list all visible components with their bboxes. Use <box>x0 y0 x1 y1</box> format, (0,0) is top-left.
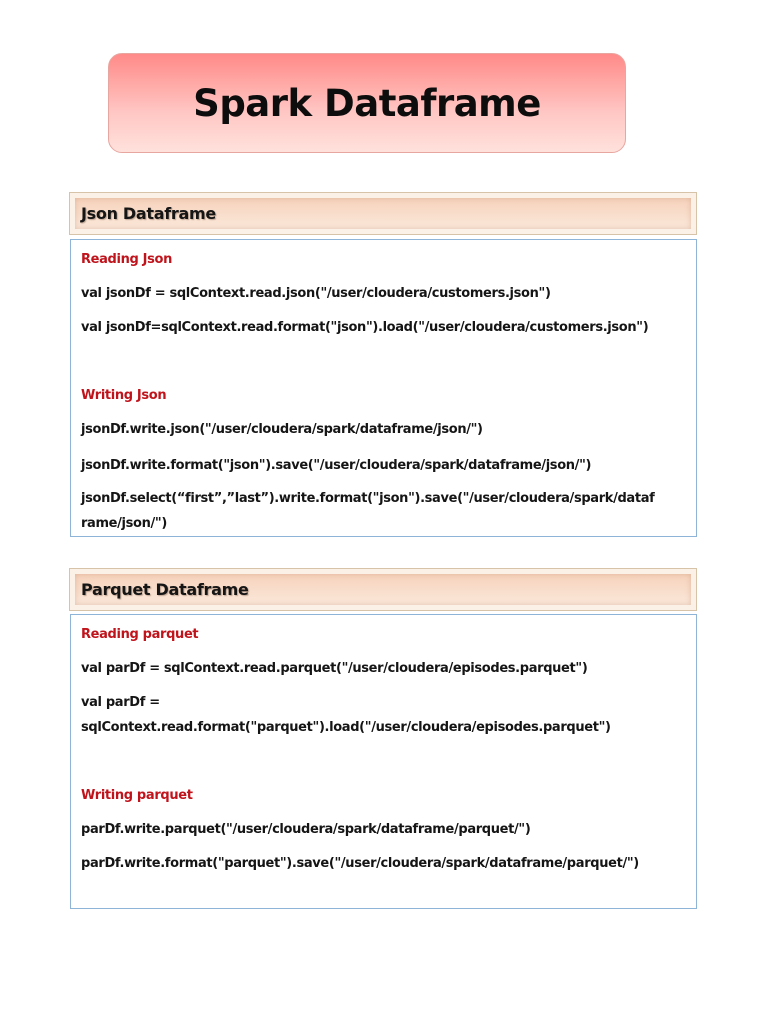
title-banner <box>108 53 626 153</box>
reading-json-code-2: val jsonDf=sqlContext.read.format("json").load("/user/cloudera/customers.json") <box>81 320 649 335</box>
reading-parquet-heading: Reading parquet <box>81 627 199 642</box>
writing-json-code-3-cont: rame/json/") <box>81 516 167 531</box>
parquet-section-box <box>70 614 697 909</box>
json-section-header <box>69 192 697 235</box>
reading-parquet-code-2-cont: sqlContext.read.format("parquet").load("/user/cloudera/episodes.parquet") <box>81 720 611 735</box>
json-section-title: Json Dataframe <box>81 204 216 223</box>
writing-json-code-2: jsonDf.write.format("json").save("/user/cloudera/spark/dataframe/json/") <box>81 458 592 473</box>
reading-json-heading: Reading Json <box>81 252 173 267</box>
reading-parquet-code-1: val parDf = sqlContext.read.parquet("/user/cloudera/episodes.parquet") <box>81 661 588 676</box>
json-section-box <box>70 239 697 537</box>
writing-json-heading: Writing Json <box>81 388 167 403</box>
page-title: Spark Dataframe <box>193 81 541 125</box>
writing-json-code-3: jsonDf.select(“first”,”last”).write.format("json").save("/user/cloudera/spark/dataf <box>81 491 655 506</box>
writing-parquet-code-2: parDf.write.format("parquet").save("/user/cloudera/spark/dataframe/parquet/") <box>81 856 639 871</box>
parquet-section-header <box>69 568 697 611</box>
writing-json-code-1: jsonDf.write.json("/user/cloudera/spark/dataframe/json/") <box>81 422 483 437</box>
reading-json-code-1: val jsonDf = sqlContext.read.json("/user/cloudera/customers.json") <box>81 286 551 301</box>
reading-parquet-code-2: val parDf = <box>81 695 160 710</box>
writing-parquet-heading: Writing parquet <box>81 788 193 803</box>
json-section-header-bar <box>75 198 691 229</box>
parquet-section-title: Parquet Dataframe <box>81 580 249 599</box>
writing-parquet-code-1: parDf.write.parquet("/user/cloudera/spark/dataframe/parquet/") <box>81 822 531 837</box>
parquet-section-header-bar <box>75 574 691 605</box>
